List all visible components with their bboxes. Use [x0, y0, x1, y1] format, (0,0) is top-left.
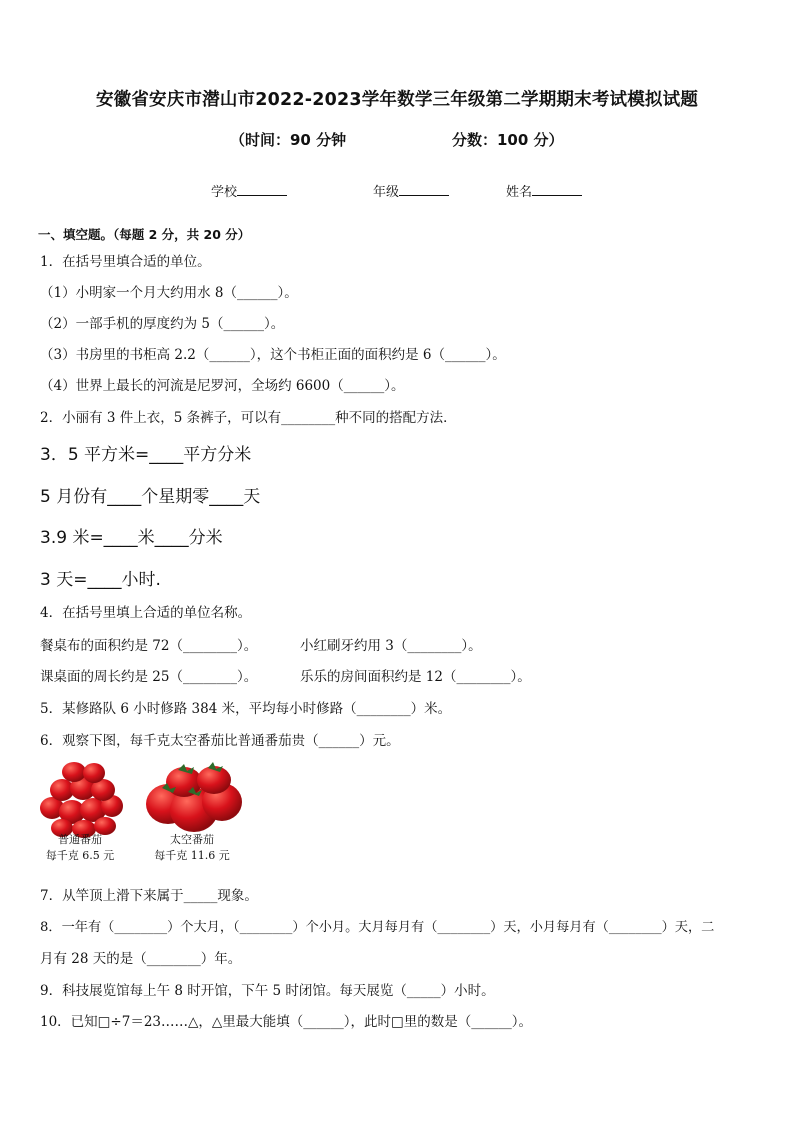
space-tomatoes-image	[146, 762, 242, 832]
q3-part-1: 3．5 平方米=____平方分米	[40, 445, 252, 465]
q1-item-2: （2）一部手机的厚度约为 5（______）。	[40, 316, 285, 332]
q1-item-3: （3）书房里的书柜高 2.2（______），这个书柜正面的面积约是 6（______）。	[40, 347, 506, 363]
school-field[interactable]	[211, 181, 287, 200]
q2: 2．小丽有 3 件上衣，5 条裤子，可以有________种不同的搭配方法．	[40, 410, 457, 426]
q5: 5．某修路队 6 小时修路 384 米，平均每小时修路（________）米。	[40, 701, 452, 717]
q8-line-1: 8．一年有（________）个大月，（________）个小月。大月每月有（________）天，小月每月有（________）天，二	[40, 920, 715, 935]
q4-stem: 4．在括号里填上合适的单位名称。	[40, 605, 252, 621]
name-blank[interactable]	[532, 183, 582, 196]
q4-item-2: 小红刷牙约用 3（________）。	[300, 638, 482, 654]
section-heading: 一、填空题。（每题 2 分，共 20 分）	[38, 227, 251, 242]
q6: 6．观察下图，每千克太空番茄比普通番茄贵（______）元。	[40, 733, 400, 749]
q9: 9．科技展览馆每上午 8 时开馆，下午 5 时闭馆。每天展览（_____）小时。	[40, 983, 495, 999]
school-blank[interactable]	[237, 183, 287, 196]
q4-item-4: 乐乐的房间面积约是 12（________）。	[300, 669, 531, 685]
ordinary-tomato-caption	[30, 832, 130, 864]
exam-time: （时间：90 分钟	[230, 131, 347, 149]
q10: 10．已知□÷7＝23……△，△里最大能填（______），此时□里的数是（______）。	[40, 1014, 533, 1030]
name-label: 姓名	[506, 185, 533, 200]
q1-item-1: （1）小明家一个月大约用水 8（______）。	[40, 285, 298, 301]
exam-score: 分数：100 分）	[452, 131, 564, 149]
space-tomato-price: 每千克 11.6 元	[154, 849, 230, 862]
grade-blank[interactable]	[399, 183, 449, 196]
q4-item-3: 课桌面的周长约是 25（________）。	[40, 669, 258, 685]
grade-label: 年级	[373, 185, 400, 200]
space-tomato-name: 太空番茄	[170, 833, 214, 846]
ordinary-tomato-price: 每千克 6.5 元	[45, 849, 115, 862]
q1-stem: 1．在括号里填合适的单位。	[40, 254, 211, 270]
q3-part-4: 3 天=____小时.	[40, 570, 161, 590]
grade-field[interactable]	[373, 181, 449, 200]
name-field[interactable]	[506, 181, 582, 200]
q4-item-1: 餐桌布的面积约是 72（________）。	[40, 638, 258, 654]
q3-part-3: 3.9 米=____米____分米	[40, 528, 223, 548]
tomato-figure	[38, 760, 248, 840]
space-tomato-caption	[142, 832, 242, 864]
q8-line-2: 月有 28 天的是（________）年。	[40, 951, 242, 967]
q1-item-4: （4）世界上最长的河流是尼罗河，全场约 6600（______）。	[40, 378, 405, 394]
q3-part-2: 5 月份有____个星期零____天	[40, 487, 261, 507]
q7: 7．从竿顶上滑下来属于_____现象。	[40, 888, 258, 904]
ordinary-tomato-name: 普通番茄	[58, 833, 102, 846]
ordinary-tomatoes-image	[40, 762, 123, 838]
exam-title: 安徽省安庆市潜山市2022-2023学年数学三年级第二学期期末考试模拟试题	[95, 90, 699, 110]
school-label: 学校	[211, 185, 238, 200]
